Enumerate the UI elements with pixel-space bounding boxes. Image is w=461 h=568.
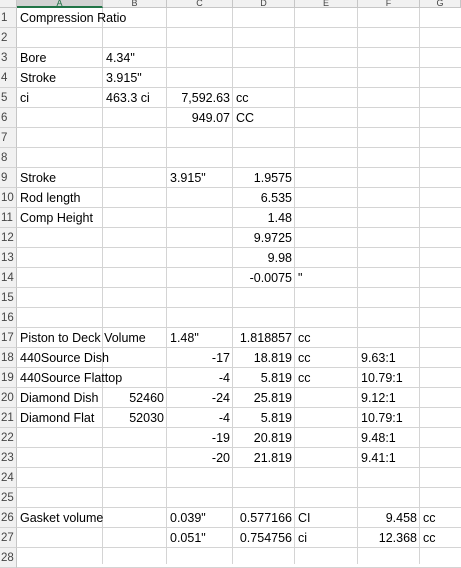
row-header-17[interactable]: 17 <box>0 328 17 348</box>
cell-a19[interactable]: 440Source Flattop <box>20 371 123 385</box>
cell-a21[interactable]: Diamond Flat <box>20 411 95 425</box>
cell-d6[interactable]: CC <box>236 111 255 125</box>
cell-a9[interactable]: Stroke <box>20 171 57 185</box>
row-gridline <box>17 67 461 68</box>
cell-d21[interactable]: 5.819 <box>260 411 292 425</box>
cell-d9[interactable]: 1.9575 <box>253 171 292 185</box>
column-gridline <box>419 8 420 564</box>
cell-c19[interactable]: -4 <box>218 371 230 385</box>
cell-b5[interactable]: 463.3 ci <box>106 91 150 105</box>
cell-c6[interactable]: 949.07 <box>191 111 230 125</box>
cell-c21[interactable]: -4 <box>218 411 230 425</box>
row-header-23[interactable]: 23 <box>0 448 17 468</box>
row-header-10[interactable]: 10 <box>0 188 17 208</box>
row-header-11[interactable]: 11 <box>0 208 17 228</box>
column-header-c[interactable]: C <box>167 0 233 8</box>
row-header-28[interactable]: 28 <box>0 548 17 568</box>
cell-a17[interactable]: Piston to Deck Volume <box>20 331 146 345</box>
cell-f21[interactable]: 10.79:1 <box>361 411 403 425</box>
cell-c23[interactable]: -20 <box>211 451 230 465</box>
cell-c26[interactable]: 0.039" <box>170 511 206 525</box>
row-header-25[interactable]: 25 <box>0 488 17 508</box>
row-header-7[interactable]: 7 <box>0 128 17 148</box>
cell-b21[interactable]: 52030 <box>129 411 164 425</box>
cell-d20[interactable]: 25.819 <box>253 391 292 405</box>
row-header-21[interactable]: 21 <box>0 408 17 428</box>
cell-d23[interactable]: 21.819 <box>253 451 292 465</box>
row-header-16[interactable]: 16 <box>0 308 17 328</box>
cell-b4[interactable]: 3.915" <box>106 71 142 85</box>
cell-a3[interactable]: Bore <box>20 51 47 65</box>
cell-c27[interactable]: 0.051" <box>170 531 206 545</box>
row-gridline <box>17 307 461 308</box>
row-header-24[interactable]: 24 <box>0 468 17 488</box>
cell-d13[interactable]: 9.98 <box>267 251 292 265</box>
cell-b20[interactable]: 52460 <box>129 391 164 405</box>
row-header-4[interactable]: 4 <box>0 68 17 88</box>
cell-c18[interactable]: -17 <box>211 351 230 365</box>
column-header-a[interactable]: A <box>17 0 103 8</box>
row-header-15[interactable]: 15 <box>0 288 17 308</box>
cell-e14[interactable]: " <box>298 271 303 285</box>
cell-f26[interactable]: 9.458 <box>385 511 417 525</box>
row-header-5[interactable]: 5 <box>0 88 17 108</box>
row-header-26[interactable]: 26 <box>0 508 17 528</box>
cell-a18[interactable]: 440Source Dish <box>20 351 109 365</box>
row-header-1[interactable]: 1 <box>0 8 17 28</box>
cell-g26[interactable]: cc <box>423 511 436 525</box>
cell-f20[interactable]: 9.12:1 <box>361 391 396 405</box>
row-header-2[interactable]: 2 <box>0 28 17 48</box>
cell-c5[interactable]: 7,592.63 <box>181 91 230 105</box>
column-header-f[interactable]: F <box>358 0 420 8</box>
cell-a10[interactable]: Rod length <box>20 191 81 205</box>
column-header-b[interactable]: B <box>103 0 167 8</box>
cell-d27[interactable]: 0.754756 <box>239 531 292 545</box>
cell-c9[interactable]: 3.915" <box>170 171 206 185</box>
row-header-22[interactable]: 22 <box>0 428 17 448</box>
cell-b3[interactable]: 4.34" <box>106 51 135 65</box>
cell-d22[interactable]: 20.819 <box>253 431 292 445</box>
cell-e18[interactable]: cc <box>298 351 311 365</box>
cell-f22[interactable]: 9.48:1 <box>361 431 396 445</box>
cell-a4[interactable]: Stroke <box>20 71 57 85</box>
cell-e19[interactable]: cc <box>298 371 311 385</box>
row-header-13[interactable]: 13 <box>0 248 17 268</box>
cell-c22[interactable]: -19 <box>211 431 230 445</box>
column-header-e[interactable]: E <box>295 0 358 8</box>
cell-c17[interactable]: 1.48" <box>170 331 199 345</box>
cell-a20[interactable]: Diamond Dish <box>20 391 99 405</box>
column-header-d[interactable]: D <box>233 0 295 8</box>
row-header-8[interactable]: 8 <box>0 148 17 168</box>
cell-d26[interactable]: 0.577166 <box>239 511 292 525</box>
select-all-corner[interactable] <box>0 0 17 8</box>
row-header-27[interactable]: 27 <box>0 528 17 548</box>
cell-d5[interactable]: cc <box>236 91 249 105</box>
cell-d18[interactable]: 18.819 <box>253 351 292 365</box>
cell-e27[interactable]: ci <box>298 531 308 545</box>
cell-d14[interactable]: -0.0075 <box>249 271 292 285</box>
cell-a11[interactable]: Comp Height <box>20 211 93 225</box>
cell-e17[interactable]: cc <box>298 331 311 345</box>
column-gridline <box>357 8 358 564</box>
row-header-12[interactable]: 12 <box>0 228 17 248</box>
row-header-9[interactable]: 9 <box>0 168 17 188</box>
cell-d19[interactable]: 5.819 <box>260 371 292 385</box>
cell-e26[interactable]: CI <box>298 511 311 525</box>
cell-a26[interactable]: Gasket volume <box>20 511 104 525</box>
row-header-18[interactable]: 18 <box>0 348 17 368</box>
cell-d11[interactable]: 1.48 <box>267 211 292 225</box>
column-header-g[interactable]: G <box>420 0 461 8</box>
cell-a1[interactable]: Compression Ratio <box>20 11 127 25</box>
row-gridline <box>17 487 461 488</box>
row-header-6[interactable]: 6 <box>0 108 17 128</box>
row-header-14[interactable]: 14 <box>0 268 17 288</box>
cell-a5[interactable]: ci <box>20 91 30 105</box>
cell-f19[interactable]: 10.79:1 <box>361 371 403 385</box>
cell-f27[interactable]: 12.368 <box>378 531 417 545</box>
row-header-3[interactable]: 3 <box>0 48 17 68</box>
cell-c20[interactable]: -24 <box>211 391 230 405</box>
row-header-19[interactable]: 19 <box>0 368 17 388</box>
cell-f23[interactable]: 9.41:1 <box>361 451 396 465</box>
row-gridline <box>17 147 461 148</box>
row-header-20[interactable]: 20 <box>0 388 17 408</box>
cell-d10[interactable]: 6.535 <box>260 191 292 205</box>
row-gridline <box>17 47 461 48</box>
cell-d17[interactable]: 1.818857 <box>239 331 292 345</box>
cell-g27[interactable]: cc <box>423 531 436 545</box>
cell-d12[interactable]: 9.9725 <box>253 231 292 245</box>
cell-f18[interactable]: 9.63:1 <box>361 351 396 365</box>
